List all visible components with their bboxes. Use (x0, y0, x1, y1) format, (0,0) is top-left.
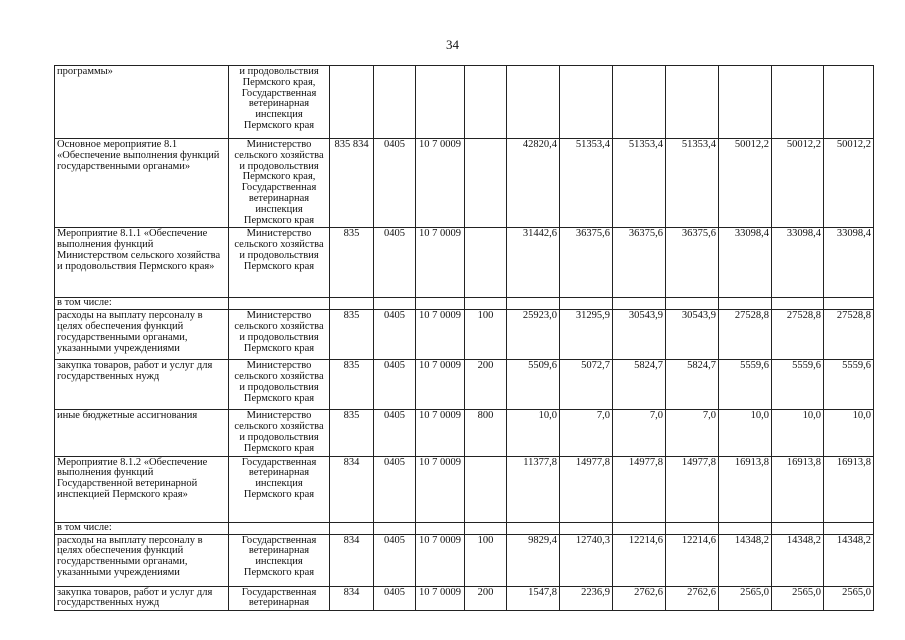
row-value-6-cell: 10,0 (772, 410, 824, 456)
row-value-5-cell: 27528,8 (719, 310, 772, 360)
row-value-6-cell: 2565,0 (772, 586, 824, 611)
row-target-article-cell (416, 66, 465, 139)
row-value-4-cell: 7,0 (666, 410, 719, 456)
row-target-article-cell: 10 7 0009 (416, 228, 465, 298)
row-value-3-cell: 51353,4 (613, 139, 666, 228)
row-grbs-cell: 835 (330, 410, 374, 456)
row-value-7-cell: 27528,8 (824, 310, 874, 360)
row-value-1-cell: 31442,6 (507, 228, 560, 298)
row-section-cell: 0405 (374, 586, 416, 611)
table-row (55, 410, 874, 456)
row-value-4-cell: 36375,6 (666, 228, 719, 298)
row-value-1-cell (507, 66, 560, 139)
row-target-article-cell: 10 7 0009 (416, 456, 465, 522)
row-value-3-cell: 2762,6 (613, 586, 666, 611)
row-value-1-cell: 9829,4 (507, 534, 560, 586)
row-executor-cell: Государственная ветеринарная инспекция Пермского края (229, 456, 330, 522)
row-value-3-cell: 7,0 (613, 410, 666, 456)
row-value-6-cell: 16913,8 (772, 456, 824, 522)
row-section-cell: 0405 (374, 228, 416, 298)
empty-cell (374, 522, 416, 534)
empty-cell (330, 522, 374, 534)
row-value-7-cell: 16913,8 (824, 456, 874, 522)
row-name-cell: Мероприятие 8.1.2 «Обеспечение выполнения функций Государственной ветеринарной инспекцией Пермского края» (55, 456, 229, 522)
row-executor-cell: Министерство сельского хозяйства и продовольствия Пермского края (229, 228, 330, 298)
row-value-3-cell: 14977,8 (613, 456, 666, 522)
row-value-2-cell: 31295,9 (560, 310, 613, 360)
row-value-6-cell: 33098,4 (772, 228, 824, 298)
row-value-4-cell: 5824,7 (666, 360, 719, 410)
subheader-cell: в том числе: (55, 298, 229, 310)
row-value-7-cell (824, 66, 874, 139)
empty-cell (772, 298, 824, 310)
row-value-7-cell: 50012,2 (824, 139, 874, 228)
row-value-4-cell: 30543,9 (666, 310, 719, 360)
row-grbs-cell (330, 66, 374, 139)
row-value-1-cell: 1547,8 (507, 586, 560, 611)
row-expense-type-cell: 200 (465, 586, 507, 611)
empty-cell (229, 298, 330, 310)
row-value-7-cell: 10,0 (824, 410, 874, 456)
row-value-7-cell: 14348,2 (824, 534, 874, 586)
empty-cell (613, 298, 666, 310)
empty-cell (560, 298, 613, 310)
row-value-3-cell: 5824,7 (613, 360, 666, 410)
row-target-article-cell: 10 7 0009 (416, 534, 465, 586)
row-value-6-cell: 5559,6 (772, 360, 824, 410)
empty-cell (330, 298, 374, 310)
row-value-1-cell: 11377,8 (507, 456, 560, 522)
empty-cell (507, 522, 560, 534)
empty-cell (666, 522, 719, 534)
table-row (55, 298, 874, 310)
table-row (55, 139, 874, 228)
empty-cell (772, 522, 824, 534)
row-name-cell: иные бюджетные ассигнования (55, 410, 229, 456)
budget-table (54, 65, 874, 611)
row-value-2-cell: 51353,4 (560, 139, 613, 228)
page-number: 34 (446, 37, 459, 52)
row-value-5-cell: 5559,6 (719, 360, 772, 410)
table-row (55, 522, 874, 534)
row-executor-cell: Государственная ветеринарная (229, 586, 330, 611)
row-executor-cell: и продовольствия Пермского края, Государственная ветеринарная инспекция Пермского края (229, 66, 330, 139)
row-section-cell (374, 66, 416, 139)
row-expense-type-cell: 800 (465, 410, 507, 456)
row-value-5-cell: 50012,2 (719, 139, 772, 228)
row-grbs-cell: 834 (330, 586, 374, 611)
row-grbs-cell: 834 (330, 456, 374, 522)
row-section-cell: 0405 (374, 360, 416, 410)
row-value-5-cell: 33098,4 (719, 228, 772, 298)
row-expense-type-cell (465, 228, 507, 298)
row-value-2-cell: 5072,7 (560, 360, 613, 410)
empty-cell (560, 522, 613, 534)
row-value-4-cell (666, 66, 719, 139)
row-section-cell: 0405 (374, 139, 416, 228)
row-target-article-cell: 10 7 0009 (416, 410, 465, 456)
row-section-cell: 0405 (374, 456, 416, 522)
subheader-cell: в том числе: (55, 522, 229, 534)
empty-cell (824, 298, 874, 310)
table-row (55, 534, 874, 586)
row-value-2-cell: 2236,9 (560, 586, 613, 611)
table-row (55, 586, 874, 611)
row-grbs-cell: 835 (330, 310, 374, 360)
row-section-cell: 0405 (374, 410, 416, 456)
row-expense-type-cell: 100 (465, 310, 507, 360)
table-body (55, 66, 874, 611)
row-executor-cell: Министерство сельского хозяйства и продовольствия Пермского края (229, 360, 330, 410)
row-grbs-cell: 834 (330, 534, 374, 586)
empty-cell (719, 298, 772, 310)
row-expense-type-cell: 100 (465, 534, 507, 586)
row-executor-cell: Министерство сельского хозяйства и продовольствия Пермского края (229, 310, 330, 360)
row-executor-cell: Министерство сельского хозяйства и продовольствия Пермского края (229, 410, 330, 456)
table-row (55, 456, 874, 522)
row-value-1-cell: 5509,6 (507, 360, 560, 410)
row-value-3-cell: 36375,6 (613, 228, 666, 298)
empty-cell (719, 522, 772, 534)
empty-cell (465, 522, 507, 534)
row-value-3-cell: 12214,6 (613, 534, 666, 586)
row-value-1-cell: 10,0 (507, 410, 560, 456)
empty-cell (666, 298, 719, 310)
empty-cell (465, 298, 507, 310)
row-name-cell: расходы на выплату персоналу в целях обеспечения функций государственными органами, указанными учреждениями (55, 310, 229, 360)
row-value-3-cell: 30543,9 (613, 310, 666, 360)
row-name-cell: Основное мероприятие 8.1 «Обеспечение выполнения функций государственными органами» (55, 139, 229, 228)
row-value-2-cell (560, 66, 613, 139)
row-value-5-cell: 14348,2 (719, 534, 772, 586)
row-name-cell: программы» (55, 66, 229, 139)
row-value-5-cell (719, 66, 772, 139)
row-executor-cell: Министерство сельского хозяйства и продовольствия Пермского края, Государственная ветеринарная инспекция Пермского края (229, 139, 330, 228)
row-value-2-cell: 7,0 (560, 410, 613, 456)
empty-cell (229, 522, 330, 534)
row-value-6-cell (772, 66, 824, 139)
empty-cell (613, 522, 666, 534)
row-value-7-cell: 2565,0 (824, 586, 874, 611)
table-row (55, 360, 874, 410)
row-value-2-cell: 36375,6 (560, 228, 613, 298)
row-value-4-cell: 12214,6 (666, 534, 719, 586)
row-executor-cell: Государственная ветеринарная инспекция Пермского края (229, 534, 330, 586)
row-value-7-cell: 33098,4 (824, 228, 874, 298)
row-grbs-cell: 835 (330, 228, 374, 298)
row-name-cell: Мероприятие 8.1.1 «Обеспечение выполнения функций Министерством сельского хозяйства и продовольствия Пермского края» (55, 228, 229, 298)
empty-cell (416, 298, 465, 310)
row-value-2-cell: 12740,3 (560, 534, 613, 586)
row-target-article-cell: 10 7 0009 (416, 139, 465, 228)
row-target-article-cell: 10 7 0009 (416, 360, 465, 410)
table-row (55, 310, 874, 360)
row-value-5-cell: 2565,0 (719, 586, 772, 611)
row-target-article-cell: 10 7 0009 (416, 310, 465, 360)
row-value-6-cell: 27528,8 (772, 310, 824, 360)
row-expense-type-cell (465, 66, 507, 139)
row-section-cell: 0405 (374, 534, 416, 586)
row-value-2-cell: 14977,8 (560, 456, 613, 522)
table-row (55, 66, 874, 139)
row-value-6-cell: 14348,2 (772, 534, 824, 586)
empty-cell (416, 522, 465, 534)
row-name-cell: расходы на выплату персоналу в целях обеспечения функций государственными органами, указанными учреждениями (55, 534, 229, 586)
row-expense-type-cell (465, 456, 507, 522)
row-value-4-cell: 2762,6 (666, 586, 719, 611)
row-value-4-cell: 51353,4 (666, 139, 719, 228)
row-expense-type-cell: 200 (465, 360, 507, 410)
row-section-cell: 0405 (374, 310, 416, 360)
row-expense-type-cell (465, 139, 507, 228)
row-value-3-cell (613, 66, 666, 139)
row-value-4-cell: 14977,8 (666, 456, 719, 522)
empty-cell (374, 298, 416, 310)
row-value-5-cell: 10,0 (719, 410, 772, 456)
row-value-1-cell: 42820,4 (507, 139, 560, 228)
empty-cell (507, 298, 560, 310)
row-value-7-cell: 5559,6 (824, 360, 874, 410)
row-name-cell: закупка товаров, работ и услуг для государственных нужд (55, 360, 229, 410)
row-value-5-cell: 16913,8 (719, 456, 772, 522)
row-name-cell: закупка товаров, работ и услуг для государственных нужд (55, 586, 229, 611)
row-target-article-cell: 10 7 0009 (416, 586, 465, 611)
row-grbs-cell: 835 (330, 360, 374, 410)
row-grbs-cell: 835 834 (330, 139, 374, 228)
empty-cell (824, 522, 874, 534)
row-value-1-cell: 25923,0 (507, 310, 560, 360)
row-value-6-cell: 50012,2 (772, 139, 824, 228)
table-row (55, 228, 874, 298)
